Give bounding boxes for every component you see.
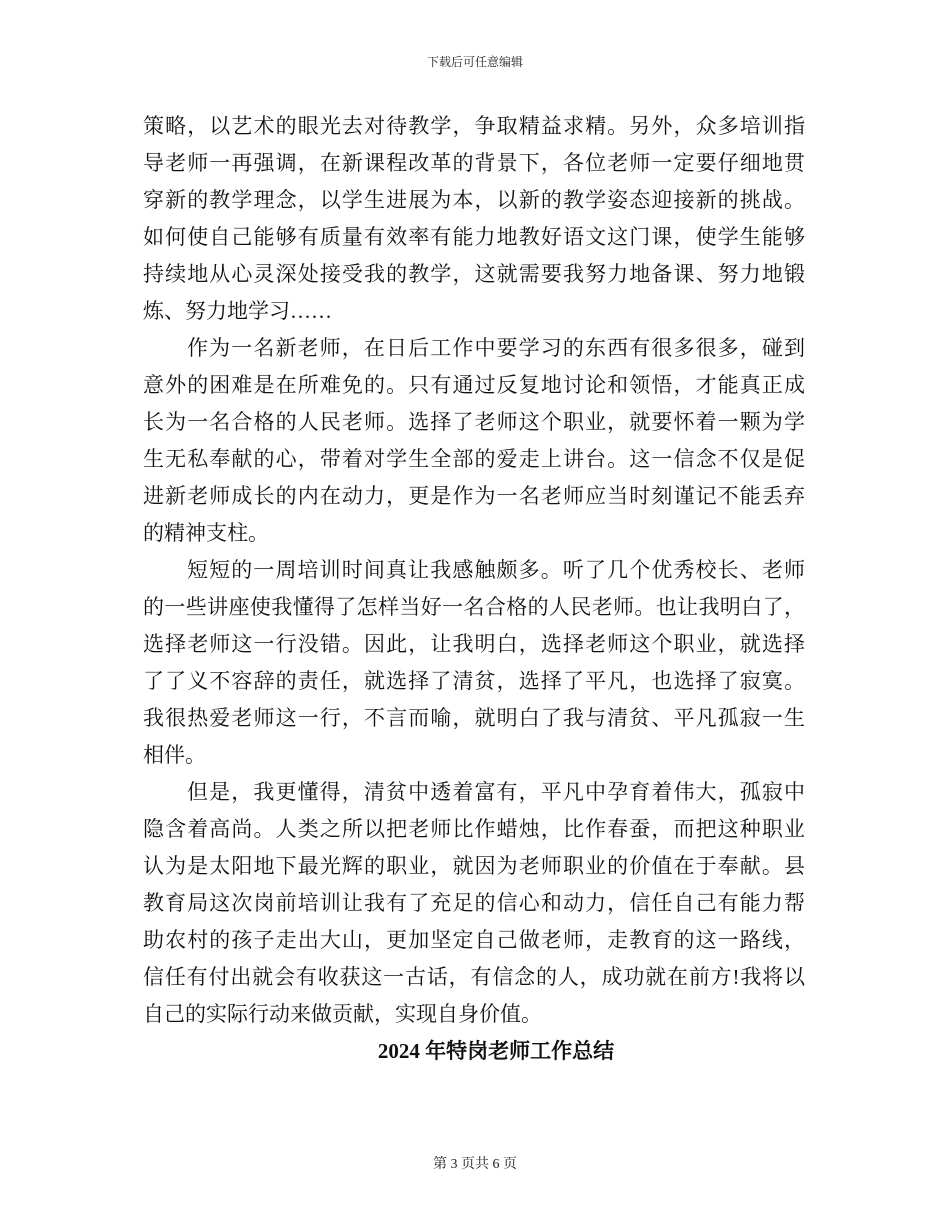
text-line: 的一些讲座使我懂得了怎样当好一名合格的人民老师。也让我明白了， [143, 595, 805, 619]
text-line: 策略，以艺术的眼光去对待教学，争取精益求精。另外，众多培训指 [143, 114, 805, 138]
text-line: 短短的一周培训时间真让我感触颇多。听了几个优秀校长、老师 [187, 558, 805, 582]
page-header: 下载后可任意编辑 [426, 55, 523, 69]
text-line: 长为一名合格的人民老师。选择了老师这个职业，就要怀着一颗为学 [143, 410, 805, 434]
text-line: 炼、努力地学习…… [143, 299, 332, 323]
text-line: 导老师一再强调，在新课程改革的背景下，各位老师一定要仔细地贯 [143, 151, 805, 175]
text-line: 认为是太阳地下最光辉的职业，就因为老师职业的价值在于奉献。县 [143, 854, 805, 878]
text-line: 如何使自己能够有质量有效率有能力地教好语文这门课，使学生能够 [143, 225, 805, 249]
text-line: 意外的困难是在所难免的。只有通过反复地讨论和领悟，才能真正成 [143, 373, 805, 397]
text-line: 信任有付出就会有收获这一古话，有信念的人，成功就在前方!我将以 [143, 965, 805, 989]
text-line: 进新老师成长的内在动力，更是作为一名老师应当时刻谨记不能丢弃 [143, 484, 805, 508]
paragraph [143, 552, 805, 774]
text-line: 自己的实际行动来做贡献，实现自身价值。 [143, 1002, 542, 1026]
text-line: 的精神支柱。 [143, 521, 269, 545]
paragraph [143, 330, 805, 552]
text-line: 教育局这次岗前培训让我有了充足的信心和动力，信任自己有能力帮 [143, 891, 805, 915]
paragraph [143, 108, 805, 330]
text-line: 相伴。 [143, 743, 206, 767]
text-line: 但是，我更懂得，清贫中透着富有，平凡中孕育着伟大，孤寂中 [187, 780, 805, 804]
text-line: 作为一名新老师，在日后工作中要学习的东西有很多很多，碰到 [187, 336, 805, 360]
paragraph [143, 774, 805, 1033]
text-line: 助农村的孩子走出大山，更加坚定自己做老师，走教育的这一路线， [143, 928, 805, 952]
page-number: 第 3 页共 6 页 [433, 1157, 517, 1172]
text-line: 穿新的教学理念，以学生进展为本，以新的教学姿态迎接新的挑战。 [143, 188, 805, 212]
section-title: 2024 年特岗老师工作总结 [377, 1039, 615, 1063]
text-line: 选择老师这一行没错。因此，让我明白，选择老师这个职业，就选择 [143, 632, 805, 656]
text-line: 了了义不容辞的责任，就选择了清贫，选择了平凡，也选择了寂寞。 [143, 669, 805, 693]
text-line: 隐含着高尚。人类之所以把老师比作蜡烛，比作春蚕，而把这种职业 [143, 817, 805, 841]
text-line: 我很热爱老师这一行，不言而喻，就明白了我与清贫、平凡孤寂一生 [143, 706, 805, 730]
text-line: 生无私奉献的心，带着对学生全部的爱走上讲台。这一信念不仅是促 [143, 447, 805, 471]
document-body [143, 108, 805, 1070]
text-line: 持续地从心灵深处接受我的教学，这就需要我努力地备课、努力地锻 [143, 262, 805, 286]
